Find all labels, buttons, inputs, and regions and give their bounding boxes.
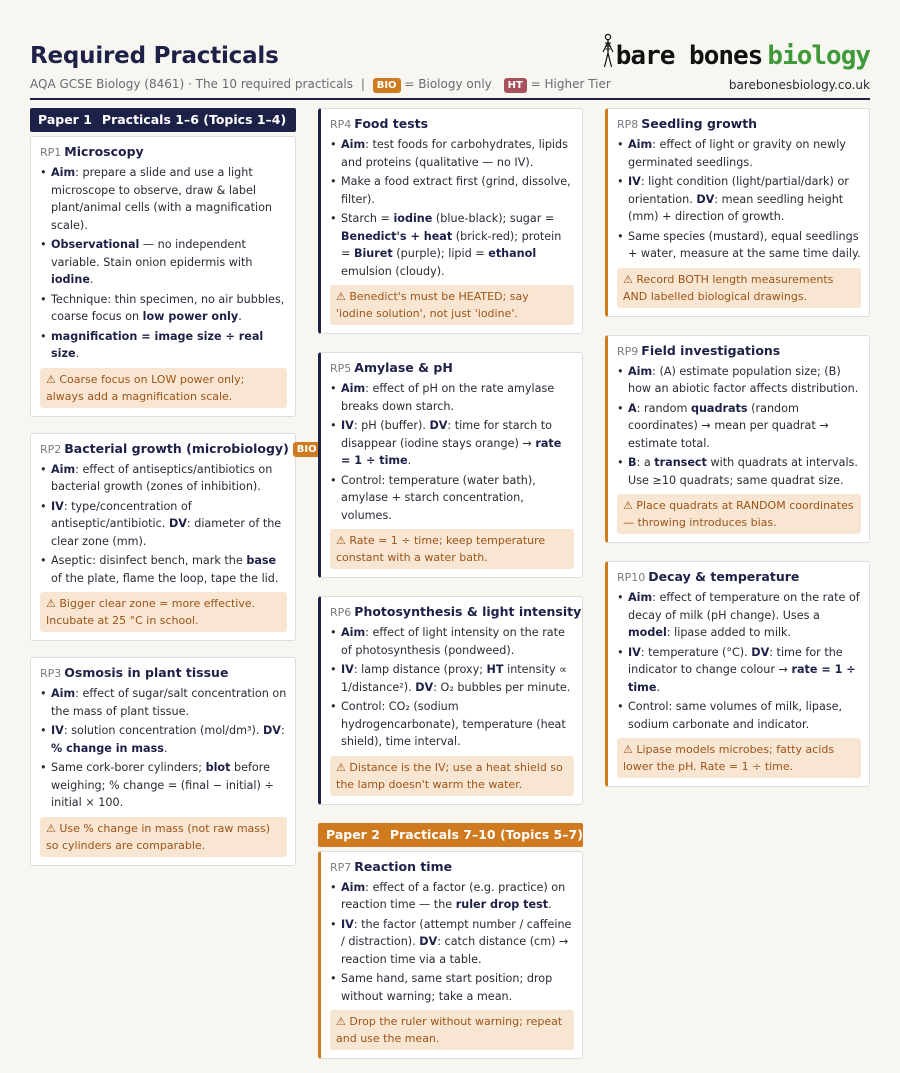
bullet-item — [40, 236, 287, 289]
bullet-text: emulsion (cloudy). — [341, 264, 445, 278]
bullet-item — [40, 722, 287, 757]
bio-only-tag: BIO — [293, 442, 321, 457]
bullet-text: (random coordinates) → mean per quadrat → estimate total. — [628, 401, 829, 450]
bullet-bold-text: IV — [628, 175, 641, 188]
bullet-bold-text: DV — [415, 680, 434, 694]
page-title: Required Practicals — [30, 43, 279, 69]
bullet-item — [617, 228, 861, 263]
skeleton-icon — [602, 34, 614, 68]
bullet-text: Make a food extract first (grind, dissolve, filter). — [341, 175, 571, 206]
bullet-bold-text: B — [628, 456, 637, 469]
bullet-bold-text: Aim — [341, 138, 366, 151]
warning-tip: ⚠ Lipase models microbes; fatty acids lower the pH. Rate = 1 ÷ time. — [617, 738, 861, 778]
practical-code: RP3 — [40, 667, 62, 680]
practical-code: RP8 — [617, 118, 639, 131]
bullet-item — [330, 417, 574, 470]
bullet-bold-text: Aim — [51, 462, 76, 476]
practical-title: Photosynthesis & light intensity — [354, 604, 582, 619]
bullet-item — [40, 498, 287, 551]
bullet-text: : effect of light intensity on the rate of photosynthesis (pondweed). — [341, 626, 565, 657]
practical-title: Decay & temperature — [648, 569, 800, 584]
bullet-bold-text: Aim — [51, 166, 76, 179]
practical-card — [605, 108, 870, 317]
page-subtitle — [30, 77, 611, 93]
bullet-item — [330, 879, 574, 914]
bullet-bold-text: DV — [429, 419, 448, 432]
bullet-item — [617, 589, 861, 642]
practical-code: RP10 — [617, 571, 646, 584]
bullet-text: : effect of light or gravity on newly germinated seedlings. — [628, 138, 846, 169]
bullet-text: : the factor (attempt number / caffeine / distraction). — [341, 917, 572, 948]
page-header — [30, 40, 870, 100]
bullet-text: : catch distance (cm) → reaction time via a table. — [341, 935, 569, 966]
paper-2-label: Paper 2 — [326, 826, 380, 842]
bullet-list — [617, 589, 861, 733]
bullet-bold-text: Benedict's + heat — [341, 229, 453, 243]
bullet-text: : pH (buffer). — [353, 419, 430, 432]
bullet-bold-text: low power only — [142, 310, 239, 323]
bullet-text: Control: CO₂ (sodium hydrogencarbonate), temperature (heat shield), time interval. — [341, 700, 566, 748]
bullet-text: : time for the indicator to change colour → — [628, 645, 843, 676]
bullet-item — [330, 916, 574, 969]
bullet-bold-text: ethanol — [488, 247, 537, 260]
bullet-item — [330, 210, 574, 280]
bullet-bold-text: Aim — [341, 626, 366, 639]
bullet-text: . — [656, 680, 660, 694]
bullet-list — [617, 363, 861, 490]
card-title — [330, 858, 574, 876]
legend-bio-tag: BIO — [373, 78, 401, 93]
bullet-bold-text: Aim — [341, 880, 366, 894]
card-title — [617, 342, 861, 360]
bullet-text: : light condition (light/partial/dark) or orientation. — [628, 175, 849, 206]
column-1 — [30, 108, 317, 880]
bullet-text: : effect of temperature on the rate of decay of milk (pH change). Uses a — [628, 591, 860, 622]
paper-1-header — [30, 108, 296, 132]
card-title — [330, 603, 582, 621]
bullet-text: (brick-red); protein = — [341, 229, 562, 260]
subtitle-text: AQA GCSE Biology (8461) · The 10 required practicals — [30, 77, 354, 91]
bullet-text: : — [280, 724, 285, 737]
card-title — [40, 664, 287, 682]
bullet-list — [330, 380, 574, 524]
bullet-bold-text: DV — [696, 192, 715, 206]
practical-card — [30, 657, 296, 866]
bullet-text: Same hand, same start position; drop without warning; take a mean. — [341, 972, 553, 1003]
bullet-item — [40, 291, 287, 326]
bullet-item — [617, 644, 861, 697]
bullet-text: — no independent variable. Stain onion epidermis with — [51, 238, 253, 269]
bullet-item — [617, 173, 861, 226]
practical-card — [318, 352, 583, 578]
bullet-item — [330, 624, 574, 659]
bullet-text: Technique: thin specimen, no air bubbles, coarse focus on — [51, 292, 285, 323]
paper-2-header — [318, 823, 583, 847]
warning-tip: ⚠ Bigger clear zone = more effective. Incubate at 25 °C in school. — [40, 592, 287, 632]
bullet-item — [40, 685, 287, 720]
bullet-item — [40, 328, 287, 363]
card-title — [617, 568, 861, 586]
bullet-text: Same cork-borer cylinders; — [51, 761, 206, 774]
bullet-text: of the plate, flame the loop, tape the lid. — [51, 571, 279, 585]
warning-tip: ⚠ Record BOTH length measurements AND labelled biological drawings. — [617, 268, 861, 308]
bullet-text: : lamp distance (proxy; — [353, 663, 487, 676]
bullet-text: : effect of pH on the rate amylase breaks down starch. — [341, 382, 555, 413]
bullet-text: before weighing; % change = (final − initial) ÷ initial × 100. — [51, 761, 274, 809]
bullet-bold-text: IV — [341, 419, 354, 432]
bullet-bold-text: Biuret — [353, 247, 393, 260]
practical-card — [30, 136, 296, 417]
paper-1-label: Paper 1 — [38, 112, 92, 127]
bullet-list — [40, 685, 287, 812]
card-title — [330, 115, 574, 133]
paper-2-range: Practicals 7–10 (Topics 5–7) — [389, 826, 583, 842]
bullet-bold-text: Aim — [51, 687, 76, 700]
bullet-text: . — [75, 347, 80, 360]
bullet-item — [330, 661, 574, 696]
bullet-bold-text: quadrats — [690, 401, 748, 415]
practical-code: RP9 — [617, 344, 639, 358]
card-title — [330, 359, 574, 377]
bullet-text: Starch = — [341, 212, 394, 225]
practical-code: RP1 — [40, 146, 62, 159]
warning-tip: ⚠ Use % change in mass (not raw mass) so cylinders are comparable. — [40, 817, 287, 857]
practical-card — [605, 335, 870, 544]
bullet-list — [40, 164, 287, 363]
bullet-bold-text: base — [246, 554, 277, 567]
bullet-text: : effect of antiseptics/antibiotics on bacterial growth (zones of inhibition). — [51, 462, 273, 493]
legend-ht-tag: HT — [504, 78, 527, 93]
bullet-text: : a — [636, 456, 655, 469]
bullet-text: Same species (mustard), equal seedlings + water, measure at the same time daily. — [628, 229, 861, 260]
practical-code: RP6 — [330, 606, 352, 619]
practical-title: Osmosis in plant tissue — [64, 665, 229, 680]
bullet-text: : (A) estimate population size; (B) how an abiotic factor affects distribution. — [628, 364, 859, 395]
subtitle-separator: | — [360, 77, 365, 91]
practical-card — [605, 561, 870, 787]
bullet-bold-text: Aim — [628, 138, 653, 151]
bullet-bold-text: IV — [628, 645, 641, 659]
practical-title: Amylase & pH — [354, 360, 453, 375]
warning-tip: ⚠ Benedict's must be HEATED; say 'iodine solution', not just 'iodine'. — [330, 285, 574, 325]
bullet-text: : type/concentration of antiseptic/antibiotic. — [51, 499, 192, 530]
bullet-bold-text: DV — [419, 935, 438, 948]
bullet-text: : lipase added to milk. — [666, 626, 792, 639]
bullet-bold-text: Aim — [341, 382, 366, 395]
bullet-list — [330, 879, 574, 1006]
column-2 — [318, 108, 583, 1073]
bullet-item — [330, 136, 574, 171]
bullet-text: intensity ∝ 1/distance²). — [341, 663, 568, 694]
warning-tip: ⚠ Rate = 1 ÷ time; keep temperature constant with a water bath. — [330, 529, 574, 569]
practical-code: RP2 — [40, 442, 62, 456]
warning-tip: ⚠ Drop the ruler without warning; repeat and use the mean. — [330, 1010, 574, 1050]
bullet-bold-text: IV — [51, 724, 64, 737]
bullet-item — [330, 970, 574, 1005]
bullet-text: . — [548, 898, 552, 911]
bullet-bold-text: DV — [168, 517, 187, 530]
bullet-text: : time for starch to disappear (iodine stays orange) → — [341, 419, 552, 450]
bullet-bold-text: % change in mass — [51, 741, 164, 755]
bullet-bold-text: blot — [205, 761, 231, 774]
bullet-list — [330, 136, 574, 280]
bullet-text: : effect of a factor (e.g. practice) on reaction time — the — [341, 880, 566, 911]
bullet-text: . — [407, 454, 412, 467]
bullet-bold-text: magnification = image size ÷ real size — [51, 329, 264, 360]
bullet-item — [40, 461, 287, 496]
bullet-text: . — [89, 273, 94, 286]
bullet-text: Control: temperature (water bath), amylase + starch concentration, volumes. — [341, 473, 536, 522]
brand-logo — [602, 34, 870, 74]
bullet-list — [40, 461, 287, 588]
practical-code: RP5 — [330, 362, 352, 375]
bullet-bold-text: IV — [341, 917, 354, 931]
bullet-item — [617, 698, 861, 733]
legend-bio-label: = Biology only — [404, 77, 492, 91]
bullet-text: . — [238, 310, 242, 323]
bullet-text: Control: same volumes of milk, lipase, sodium carbonate and indicator. — [628, 700, 843, 731]
bullet-text: : mean seedling height (mm) + direction of growth. — [628, 192, 844, 223]
bullet-item — [330, 173, 574, 208]
practical-title: Seedling growth — [641, 116, 758, 131]
bullet-item — [40, 552, 287, 587]
bullet-bold-text: rate = 1 ÷ time — [341, 436, 562, 467]
bullet-item — [40, 164, 287, 234]
bullet-bold-text: Aim — [628, 364, 653, 378]
warning-tip: ⚠ Place quadrats at RANDOM coordinates — throwing introduces bias. — [617, 494, 861, 534]
bullet-text: : diameter of the clear zone (mm). — [51, 517, 282, 548]
paper-1-range: Practicals 1–6 (Topics 1–4) — [101, 112, 287, 127]
bullet-item — [617, 363, 861, 398]
bullet-text: (purple); lipid = — [392, 247, 489, 260]
bullet-bold-text: IV — [341, 663, 354, 676]
bullet-bold-text: ruler drop test — [455, 898, 549, 911]
bullet-text: : solution concentration (mol/dm³). — [63, 724, 263, 737]
bullet-item — [330, 698, 574, 751]
practical-title: Reaction time — [354, 858, 453, 874]
card-title — [617, 115, 861, 133]
bullet-item — [330, 380, 574, 415]
column-3 — [605, 108, 870, 801]
bullet-item — [40, 759, 287, 812]
practical-code: RP4 — [330, 118, 352, 131]
bullet-item — [617, 136, 861, 171]
legend-ht-label: = Higher Tier — [530, 77, 611, 91]
bullet-item — [617, 454, 861, 489]
bullet-text: : test foods for carbohydrates, lipids and proteins (qualitative — no IV). — [341, 138, 568, 169]
bullet-bold-text: A — [628, 401, 637, 415]
warning-tip: ⚠ Distance is the IV; use a heat shield so the lamp doesn't warm the water. — [330, 756, 574, 796]
practical-code: RP7 — [330, 860, 352, 874]
warning-tip: ⚠ Coarse focus on LOW power only; always add a magnification scale. — [40, 368, 287, 408]
practical-card — [318, 851, 583, 1060]
bullet-text: Aseptic: disinfect bench, mark the — [51, 554, 247, 567]
practical-title: Field investigations — [641, 342, 781, 358]
brand-text-biology: biology — [767, 41, 870, 71]
bullet-item — [617, 400, 861, 453]
bullet-text: with quadrats at intervals. Use ≥10 quadrats; same quadrat size. — [628, 456, 858, 487]
bullet-text: : effect of sugar/salt concentration on the mass of plant tissue. — [51, 687, 287, 718]
bullet-text: : temperature (°C). — [640, 645, 752, 659]
practical-title: Food tests — [354, 116, 429, 131]
bullet-bold-text: iodine — [51, 273, 90, 286]
bullet-bold-text: transect — [654, 456, 707, 469]
bullet-bold-text: DV — [263, 724, 281, 737]
bullet-item — [330, 472, 574, 525]
practical-title: Microscopy — [64, 144, 144, 159]
practical-card — [30, 433, 317, 642]
bullet-list — [617, 136, 861, 263]
practical-title: Bacterial growth (microbiology) — [64, 440, 289, 456]
site-url: barebonesbiology.co.uk — [728, 78, 870, 92]
bullet-bold-text: Observational — [51, 238, 140, 251]
bullet-bold-text: HT — [486, 663, 504, 676]
bullet-text: (blue-black); sugar = — [432, 212, 555, 225]
bullet-bold-text: Aim — [628, 591, 653, 604]
bullet-text: . — [163, 741, 168, 755]
bullet-bold-text: IV — [51, 499, 64, 513]
bullet-bold-text: iodine — [393, 212, 433, 225]
practical-card — [318, 596, 583, 805]
card-title — [40, 440, 317, 458]
bullet-bold-text: model — [628, 626, 667, 639]
bullet-text: : random — [636, 401, 691, 415]
brand-text-bare-bones: bare bones — [615, 41, 763, 71]
bullet-list — [330, 624, 574, 751]
bullet-bold-text: rate = 1 ÷ time — [628, 663, 856, 694]
bullet-text: : prepare a slide and use a light microscope to observe, draw & label plant/animal cells (with a magnification scale). — [51, 166, 273, 232]
card-title — [40, 143, 287, 161]
bullet-text: : O₂ bubbles per minute. — [433, 680, 571, 694]
practical-card — [318, 108, 583, 334]
bullet-bold-text: DV — [751, 645, 770, 659]
